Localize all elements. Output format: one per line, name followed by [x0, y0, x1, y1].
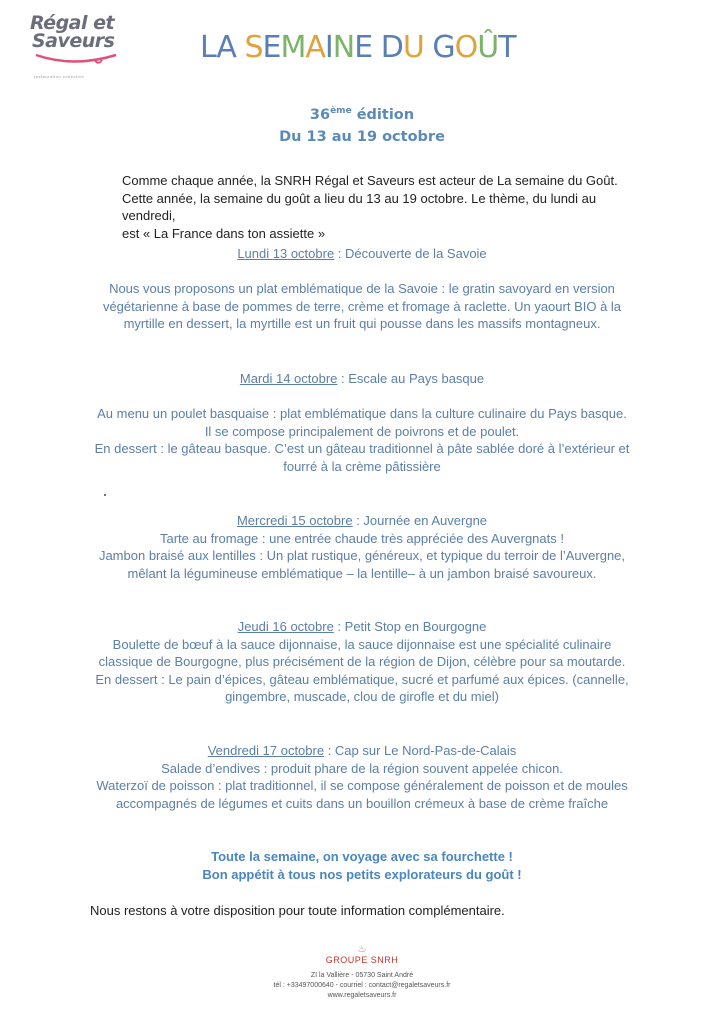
day-section-friday — [0, 742, 724, 812]
title-letter: E — [262, 30, 281, 65]
title-letter: A — [216, 30, 236, 65]
day-line: Nous vous proposons un plat emblématique de la Savoie : le gratin savoyard en version — [109, 281, 615, 296]
day-heading — [0, 370, 724, 388]
day-section-thursday — [0, 618, 724, 706]
footer-address: ZI la Vallière - 05730 Saint André — [310, 972, 414, 979]
day-date: Mercredi 15 octobre — [236, 513, 353, 528]
day-theme: : Cap sur Le Nord-Pas-de-Calais — [324, 743, 517, 758]
day-line: Au menu un poulet basquaise : plat emblématique dans la culture culinaire du Pays basque. — [97, 406, 627, 421]
title-letter — [372, 30, 381, 65]
day-line: végétarienne à base de pommes de terre, crème et fromage à raclette. Un yaourt BIO à la — [102, 298, 622, 314]
edition-number: 36 — [309, 106, 331, 123]
day-line: Tarte au fromage : une entrée chaude très appréciée des Auvergnats ! — [160, 530, 564, 546]
day-date: Mardi 14 octobre — [239, 371, 338, 386]
day-theme: : Petit Stop en Bourgogne — [333, 619, 487, 634]
edition-word: édition — [351, 106, 415, 123]
intro-line: Cette année, la semaine du goût a lieu du 13 au 19 octobre. Le thème, du lundi au vendredi, — [122, 190, 597, 223]
day-line: En dessert : Le pain d’épices, gâteau emblématique, sucré et parfumé aux épices. (cannelle, — [95, 671, 629, 687]
intro-line: Comme chaque année, la SNRH Régal et Saveurs est acteur de La semaine du Goût. — [122, 173, 618, 188]
regal-saveurs-logo — [30, 14, 140, 84]
title-letter: L — [200, 30, 217, 65]
title-letter: G — [432, 30, 455, 65]
day-line: accompagnés de légumes et cuits dans un bouillon crémeux à base de crème fraîche — [115, 795, 609, 811]
footer-web: www.regaletsaveurs.fr — [327, 992, 397, 999]
day-line — [0, 388, 724, 406]
title-letter: E — [354, 30, 373, 65]
day-line: gingembre, muscade, clou de girofle et du miel) — [225, 689, 499, 704]
day-heading — [0, 618, 724, 636]
title-letter: Û — [477, 30, 499, 65]
day-line: En dessert : le gâteau basque. C’est un gâteau traditionnel à pâte sablée doré à l’extérieur et — [94, 441, 630, 456]
day-line: fourré à la crème pâtissière — [283, 458, 441, 474]
day-heading — [0, 245, 724, 263]
smile-swoosh-icon — [34, 52, 120, 66]
footer — [0, 945, 724, 1001]
title-letter: D — [380, 30, 403, 65]
day-theme: : Découverte de la Savoie — [334, 246, 487, 261]
day-line: Salade d’endives : produit phare de la région souvent appelée chicon. — [161, 760, 563, 776]
day-line: myrtille en dessert, la myrtille est un fruit qui pousse dans les massifs montagneux. — [123, 316, 601, 331]
closing-line: Toute la semaine, on voyage avec sa fourchette ! — [211, 849, 513, 864]
chef-hat-icon: ♨ — [357, 944, 367, 955]
day-line: Waterzoï de poisson : plat traditionnel, il se compose généralement de poisson et de moules — [96, 778, 628, 793]
edition-line — [0, 106, 724, 123]
title-letter: A — [305, 30, 325, 65]
edition-dates: Du 13 au 19 octobre — [279, 129, 445, 145]
day-line: Boulette de bœuf à la sauce dijonnaise, la sauce dijonnaise est une spécialité culinaire — [112, 636, 612, 652]
day-section-wednesday — [0, 512, 724, 582]
title-letter: M — [280, 30, 306, 65]
day-line: mêlant la légumineuse emblématique – la lentille– à un jambon braisé savoureux. — [127, 565, 597, 581]
day-line — [0, 263, 724, 281]
logo-tagline: restauration collective — [34, 74, 85, 79]
day-line: Il se compose principalement de poivrons et de poulet. — [204, 423, 520, 439]
intro-paragraph — [122, 172, 652, 242]
day-date: Vendredi 17 octobre — [207, 743, 325, 758]
footer-group: GROUPE SNRH — [325, 955, 399, 965]
logo-line-1: Régal et — [30, 12, 115, 34]
logo-line-2: Saveurs — [32, 30, 115, 52]
intro-line: est « La France dans ton assiette » — [122, 225, 326, 241]
day-date: Jeudi 16 octobre — [237, 619, 334, 634]
day-heading — [0, 512, 724, 530]
edition-suffix: ème — [330, 106, 352, 116]
day-theme: : Journée en Auvergne — [352, 513, 488, 528]
title-letter: O — [454, 30, 478, 65]
closing-message — [0, 848, 724, 884]
title-letter: S — [244, 30, 263, 65]
title-letter: U — [402, 30, 424, 65]
footer-contact: tél : +33497000640 - courriel : contact@regaletsaveurs.fr — [273, 982, 451, 989]
title-letter: I — [324, 30, 333, 65]
closing-line: Bon appétit à tous nos petits explorateurs du goût ! — [202, 867, 522, 882]
page-title — [200, 30, 516, 65]
final-note: Nous restons à votre disposition pour toute information complémentaire. — [90, 903, 505, 918]
day-line: classique de Bourgogne, plus précisément de la région de Dijon, célèbre pour sa moutarde. — [98, 654, 626, 669]
day-line: Jambon braisé aux lentilles : Un plat rustique, généreux, et typique du terroir de l’Auvergne, — [98, 548, 626, 563]
stray-dot — [104, 494, 106, 496]
day-section-tuesday — [0, 370, 724, 475]
day-heading — [0, 742, 724, 760]
day-date: Lundi 13 octobre — [237, 246, 335, 261]
title-letter: T — [498, 30, 516, 65]
title-letter: N — [332, 30, 355, 65]
day-theme: : Escale au Pays basque — [337, 371, 485, 386]
day-section-monday — [0, 245, 724, 333]
